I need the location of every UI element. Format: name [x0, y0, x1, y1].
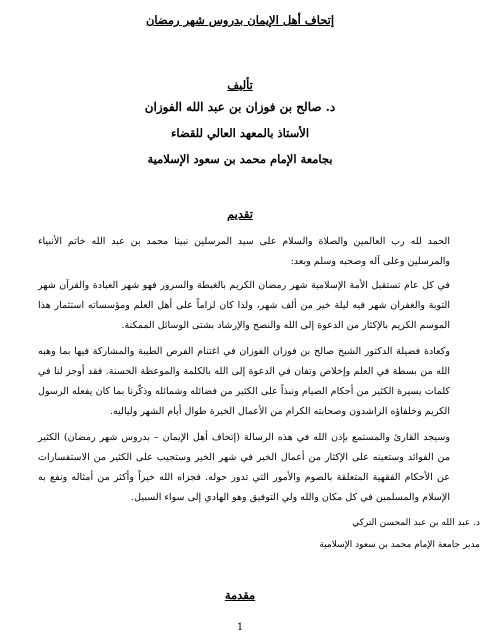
- paragraph-4: وسيجد القارئ والمستمع بإذن الله في هذه الرسالة (إتحاف أهل الإيمان – بدروس شهر رمضان) الكثير من الفوائد وستعينه على الإكثار من أعمال الخير في شهر الخير وستجيب على الكثير من الاستفسارات عن الأحكام الفقهية المتعلقة بالصوم والأمور التي تدور حوله. فجزاه الله خيراً وأكثر من أمثاله ونفع به الإسلام والمسلمين في كل مكان والله ولي التوفيق وهو الهادي إلى سواء السبيل.: [38, 432, 450, 503]
- signature-name: د. عبد الله بن عبد المحسن التركي: [352, 518, 480, 528]
- paragraph-3: وكعادة فضيلة الدكتور الشيخ صالح بن فوزان الفوزان في اغتنام الفرص الطيبة والمشاركة فيها بما وهبه الله من بسطة في العلم وإخلاص وتفان في الدعوة إلى الله بالكلمة والموعظة الحسنة. فقد أوجز لنا في كلمات يسيرة الكثير من أحكام الصيام ونبذاً على الكثير من فضائله وشمائله وذكّرنا بما كان يفعله الرسول الكريم وخلفاؤه الراشدون وصحابته الكرام من الأعمال الخيرة طوال أيام الشهر ولياليه.: [38, 346, 450, 417]
- authorship-heading: تأليف: [227, 78, 253, 92]
- author-university: بجامعة الإمام محمد بن سعود الإسلامية: [147, 152, 333, 166]
- intro-heading: تقديم: [227, 207, 253, 221]
- signature-title: مدير جامعة الإمام محمد بن سعود الإسلامية: [319, 540, 480, 550]
- paragraph-2: في كل عام تستقبل الأمة الإسلامية شهر رمضان الكريم بالغبطة والسرور فهو شهر العبادة والقرآن شهر التوبة والغفران شهر فيه ليلة خير من ألف شهر، ولذا كان لزاماً على أهل العلم ومؤسساته استثمار هذا الموسم الكريم بالإكثار من الدعوة إلى الله والنصح والإرشاد بشتى الوسائل الممكنة.: [38, 280, 450, 331]
- author-position: الأستاذ بالمعهد العالي للقضاء: [170, 126, 310, 140]
- author-name: د. صالح بن فوزان بن عبد الله الفوزان: [144, 100, 336, 114]
- paragraph-1: الحمد لله رب العالمين والصلاة والسلام على سيد المرسلين نبينا محمد بن عبد الله خاتم الأنبياء والمرسلين وعلى آله وصحبه وسلم وبعد:: [38, 236, 450, 267]
- page-number: 1: [236, 622, 244, 633]
- document-title: إتحاف أهل الإيمان بدروس شهر رمضان: [145, 13, 335, 27]
- preface-heading: مقدمة: [224, 588, 256, 602]
